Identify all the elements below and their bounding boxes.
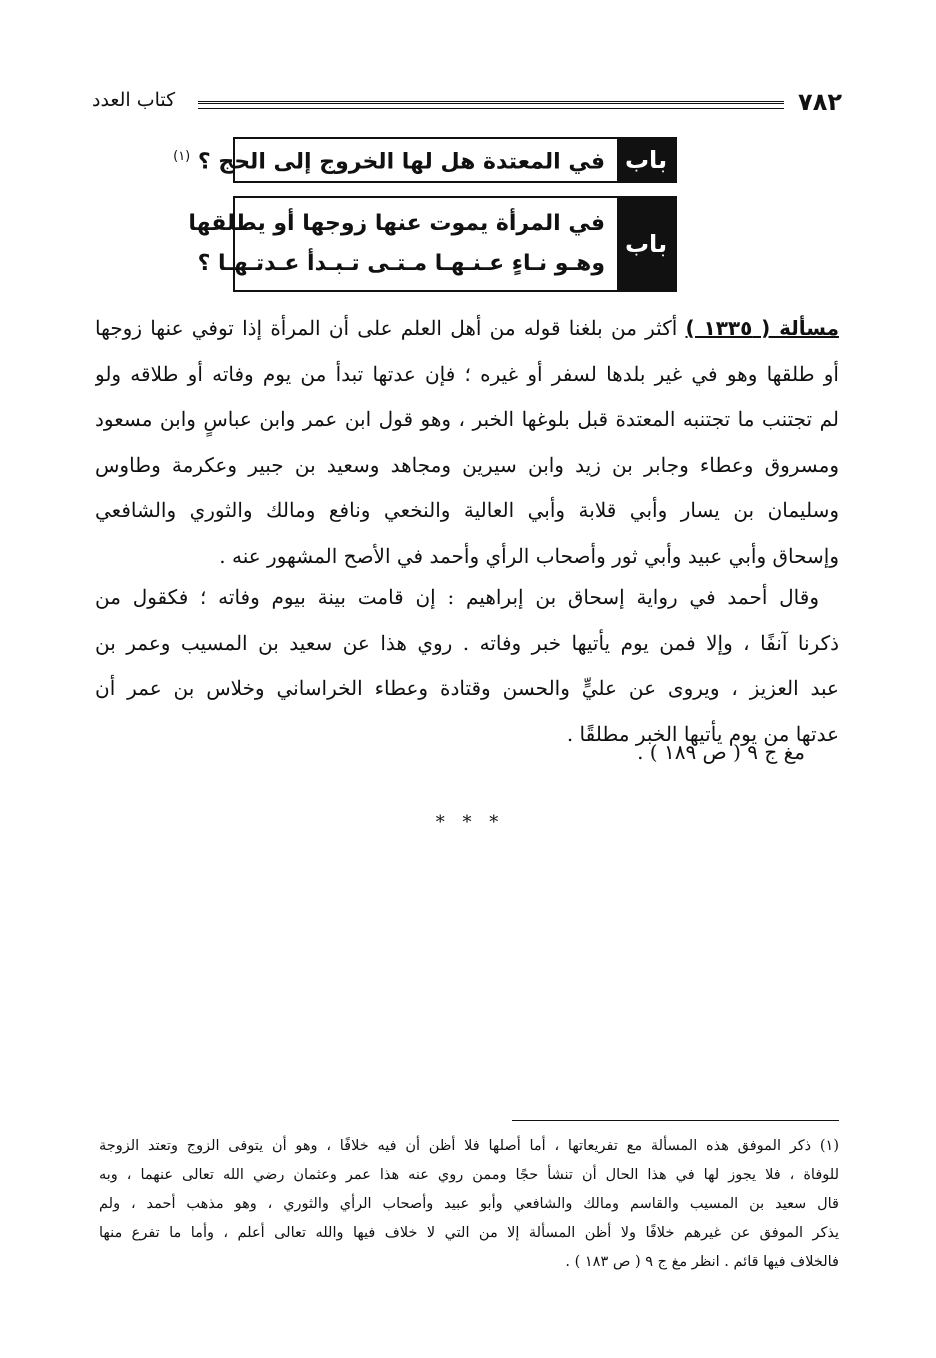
text-line: عدتها من يوم يأتيها الخبر مطلقًا . xyxy=(566,721,839,746)
footnote xyxy=(99,1132,839,1277)
header-rule xyxy=(198,101,784,109)
text-line: لم تجتنب ما تجتنبه المعتدة قبل بلوغها الخبر ، وهو قول ابن عمر وابن عباسٍ وابن مسعود xyxy=(95,407,839,431)
masala-paragraph xyxy=(95,306,839,579)
book-title: كتاب العدد xyxy=(92,89,176,111)
chapter-title-line: في المرأة يموت عنها زوجها أو يطلقها xyxy=(188,211,605,236)
footnote-line: قال سعيد بن المسيب والقاسم ومالك والشافعي وأبو عبيد وأصحاب الرأي والثوري ، وهو مذهب أحمد ، ولم xyxy=(99,1196,839,1212)
chapter-title-line: في المعتدة هل لها الخروج إلى الحج ؟ xyxy=(197,149,605,175)
chapter-heading-idda-start xyxy=(188,196,677,292)
text-line: عبد العزيز ، ويروى عن عليٍّ والحسن وقتادة وعطاء الخراساني وخلاس بن عمر أن xyxy=(95,676,839,700)
chapter-title xyxy=(176,198,617,290)
text-line: ذكرنا آنفًا ، وإلا فمن يوم يأتيها خبر وفاته . روي هذا عن سعيد بن المسيب وعمر بن xyxy=(95,630,839,655)
footnote-line: فالخلاف فيها قائم . انظر مغ ج ٩ ( ص ١٨٣ ) . xyxy=(565,1254,839,1270)
text-line: وسليمان بن يسار وأبي قلابة وأبي العالية والنخعي ونافع ومالك والثوري والشافعي xyxy=(95,498,839,522)
text-line: مسألة ( ١٣٣٥ ) أكثر من بلغنا قوله من أهل العلم على أن المرأة إذا توفي عنها زوجها xyxy=(95,316,839,340)
chapter-title-line: وهـو نـاءٍ عـنـهـا مـتـى تـبـدأ عـدتـهـا ؟ xyxy=(197,251,605,276)
masala-number: مسألة ( ١٣٣٥ ) xyxy=(685,316,839,340)
page-number: ٧٨٢ xyxy=(798,88,842,116)
chapter-label: باب xyxy=(617,139,675,181)
chapter-label: باب xyxy=(617,198,675,290)
text-line: ومسروق وعطاء وجابر بن زيد وابن سيرين ومجاهد وسعيد بن جبير وعكرمة وطاوس xyxy=(95,452,839,477)
running-header xyxy=(92,86,842,122)
footnote-line: (١) ذكر الموفق هذه المسألة مع تفريعاتها ، أما أصلها فلا أظن أن فيه خلافًا ، وهو أن يتوفى الزوج وتعتد الزوجة xyxy=(99,1138,839,1154)
text-line: أو طلقها وهو في غير بلدها لسفر أو غيره ؛ فإن عدتها تبدأ من يوم وفاته أو طلاقه ولو xyxy=(95,361,839,386)
text-line: وقال أحمد في رواية إسحاق بن إبراهيم : إن قامت بينة بيوم وفاته ؛ فكقول من xyxy=(95,585,819,609)
footnote-line: يذكر الموفق عن غيرهم خلافًا ولا أظن المسألة إلا من التي لا خلاف فيها والله تعالى أعلم ، وأما ما تفرع منها xyxy=(99,1225,839,1241)
footnote-rule xyxy=(512,1120,839,1121)
text-line: وإسحاق وأبي عبيد وأبي ثور وأصحاب الرأي وأحمد في الأصح المشهور عنه . xyxy=(219,543,839,568)
source-reference: مغ ج ٩ ( ص ١٨٩ ) . xyxy=(637,740,805,764)
chapter-title xyxy=(161,139,617,181)
section-separator: * * * xyxy=(435,812,505,833)
footnote-line: للوفاة ، فلا يجوز لها في هذا الحال أن تنشأ حجًا وممن روي عنه هذا عمر وعثمان رضي الله تعالى عنهما ، وبه xyxy=(99,1167,839,1183)
footnote-marker: (١) xyxy=(173,149,191,165)
chapter-heading-hajj xyxy=(173,137,677,183)
